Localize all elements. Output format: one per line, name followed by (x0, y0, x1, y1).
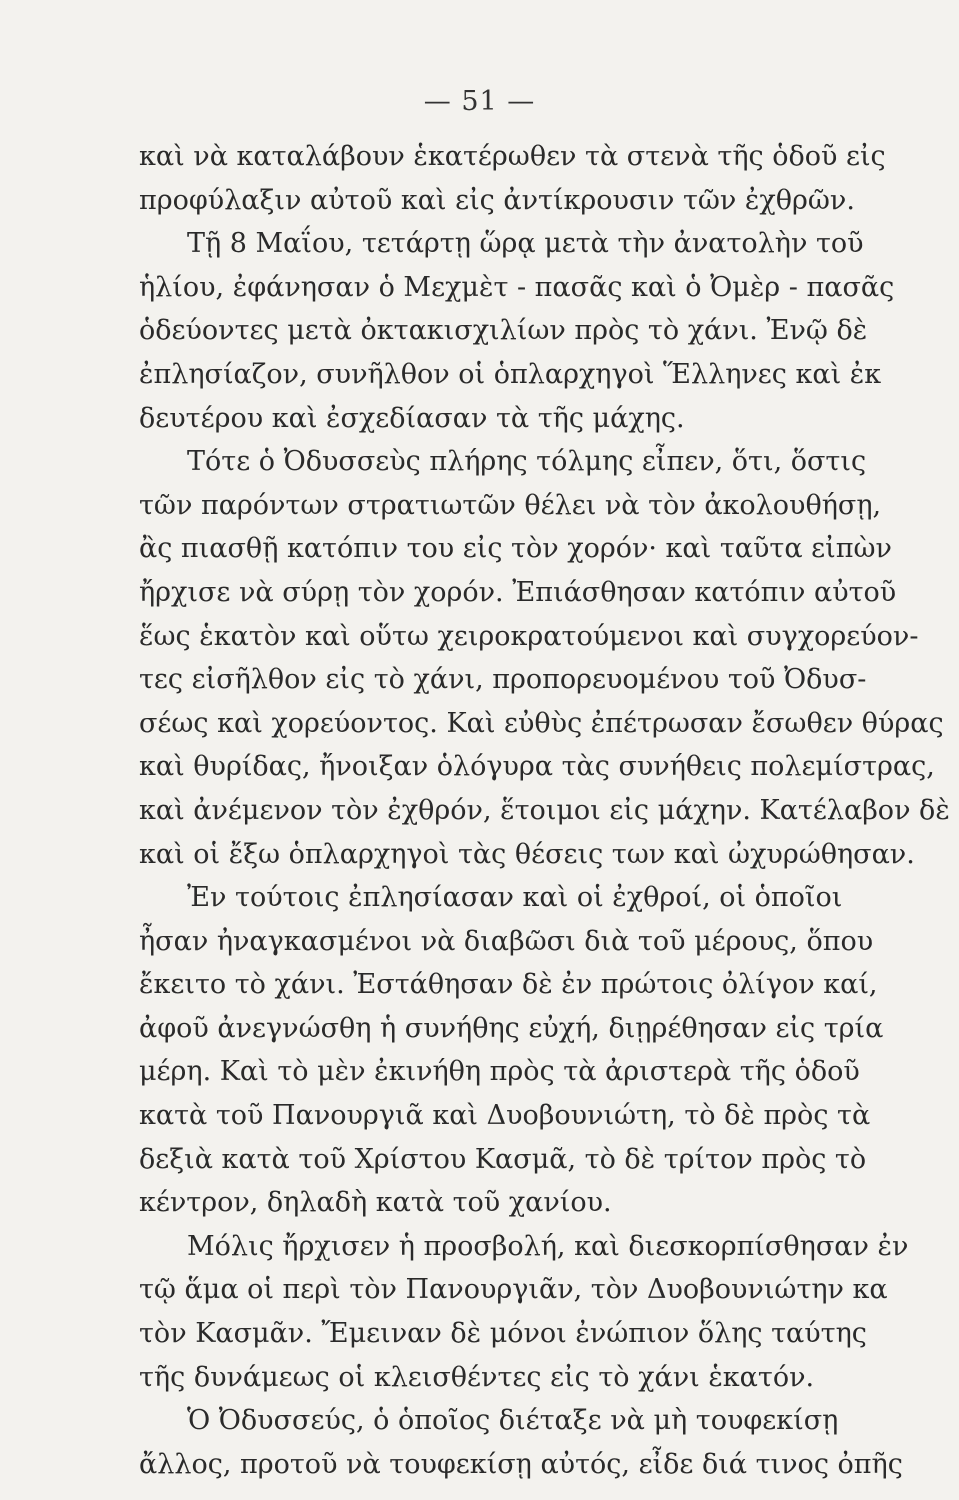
text-line: τες εἰσῆλθον εἰς τὸ χάνι, προπορευομένου τοῦ Ὀδυσ- (139, 664, 867, 696)
text-line: τῷ ἅμα οἱ περὶ τὸν Πανουργιᾶν, τὸν Δυοβουνιώτην κα (139, 1274, 888, 1306)
text-line: προφύλαξιν αὐτοῦ καὶ εἰς ἀντίκρουσιν τῶν ἐχθρῶν. (139, 184, 855, 216)
body-text (139, 135, 950, 1486)
text-line: καὶ νὰ καταλάβουν ἑκατέρωθεν τὰ στενὰ τῆς ὁδοῦ εἰς (139, 141, 886, 172)
text-line: καὶ οἱ ἔξω ὁπλαρχηγοὶ τὰς θέσεις των καὶ ὠχυρώθησαν. (139, 838, 915, 870)
text-line: ἦσαν ἠναγκασμένοι νὰ διαβῶσι διὰ τοῦ μέρους, ὅπου (139, 925, 874, 957)
text-line: ἕως ἑκατὸν καὶ οὕτω χειροκρατούμενοι καὶ συγχορεύον- (139, 620, 919, 652)
text-line: σέως καὶ χορεύοντος. Καὶ εὐθὺς ἐπέτρωσαν ἔσωθεν θύρας (139, 707, 944, 739)
text-line: καὶ θυρίδας, ἤνοιξαν ὁλόγυρα τὰς συνήθεις πολεμίστρας, (139, 751, 935, 783)
text-line: τῆς δυνάμεως οἱ κλεισθέντες εἰς τὸ χάνι ἑκατόν. (139, 1361, 815, 1393)
text-line: ὁδεύοντες μετὰ ὀκτακισχιλίων πρὸς τὸ χάνι. Ἐνῷ δὲ (139, 315, 868, 347)
text-line: καὶ ἀνέμενον τὸν ἐχθρόν, ἕτοιμοι εἰς μάχην. Κατέλαβον δὲ (139, 794, 950, 826)
text-line: Ἐν τούτοις ἐπλησίασαν καὶ οἱ ἐχθροί, οἱ ὁποῖοι (187, 882, 843, 914)
text-line: Τότε ὁ Ὀδυσσεὺς πλήρης τόλμης εἶπεν, ὅτι, ὅστις (187, 446, 867, 478)
text-line: κατὰ τοῦ Πανουργιᾶ καὶ Δυοβουνιώτη, τὸ δὲ πρὸς τὰ (139, 1100, 871, 1132)
text-line: ἀφοῦ ἀνεγνώσθη ἡ συνήθης εὐχή, διῃρέθησαν εἰς τρία (139, 1012, 884, 1044)
text-line: ἤρχισε νὰ σύρῃ τὸν χορόν. Ἐπιάσθησαν κατόπιν αὐτοῦ (139, 576, 897, 608)
text-line: δεξιὰ κατὰ τοῦ Χρίστου Κασμᾶ, τὸ δὲ τρίτον πρὸς τὸ (139, 1143, 867, 1175)
text-line: ἔκειτο τὸ χάνι. Ἐστάθησαν δὲ ἐν πρώτοις ὀλίγον καί, (139, 969, 878, 1001)
text-line: ἂς πιασθῇ κατόπιν του εἰς τὸν χορόν· καὶ ταῦτα εἰπὼν (139, 533, 892, 565)
text-line: ἡλίου, ἐφάνησαν ὁ Μεχμὲτ - πασᾶς καὶ ὁ Ὀμὲρ - πασᾶς (139, 271, 895, 303)
text-line: τὸν Κασμᾶν. Ἔμειναν δὲ μόνοι ἐνώπιον ὅλης ταύτης (139, 1318, 867, 1350)
text-line: μέρη. Καὶ τὸ μὲν ἐκινήθη πρὸς τὰ ἀριστερὰ τῆς ὁδοῦ (139, 1056, 860, 1088)
text-line: Τῇ 8 Μαΐου, τετάρτῃ ὥρᾳ μετὰ τὴν ἀνατολὴν τοῦ (187, 228, 864, 260)
text-line: Μόλις ἤρχισεν ἡ προσβολή, καὶ διεσκορπίσθησαν ἐν (187, 1230, 909, 1262)
text-line: ἐπλησίαζον, συνῆλθον οἱ ὁπλαρχηγοὶ Ἕλληνες καὶ ἐκ (139, 358, 882, 390)
text-line: κέντρον, δηλαδὴ κατὰ τοῦ χανίου. (139, 1187, 612, 1219)
text-line: τῶν παρόντων στρατιωτῶν θέλει νὰ τὸν ἀκολουθήσῃ, (139, 489, 882, 521)
text-line: Ὁ Ὀδυσσεύς, ὁ ὁποῖος διέταξε νὰ μὴ τουφεκίσῃ (187, 1405, 839, 1437)
page-number: — 51 — (423, 86, 536, 117)
text-line: ἄλλος, προτοῦ νὰ τουφεκίσῃ αὐτός, εἶδε διά τινος ὀπῆς (139, 1448, 903, 1480)
text-line: δευτέρου καὶ ἐσχεδίασαν τὰ τῆς μάχης. (139, 402, 685, 434)
